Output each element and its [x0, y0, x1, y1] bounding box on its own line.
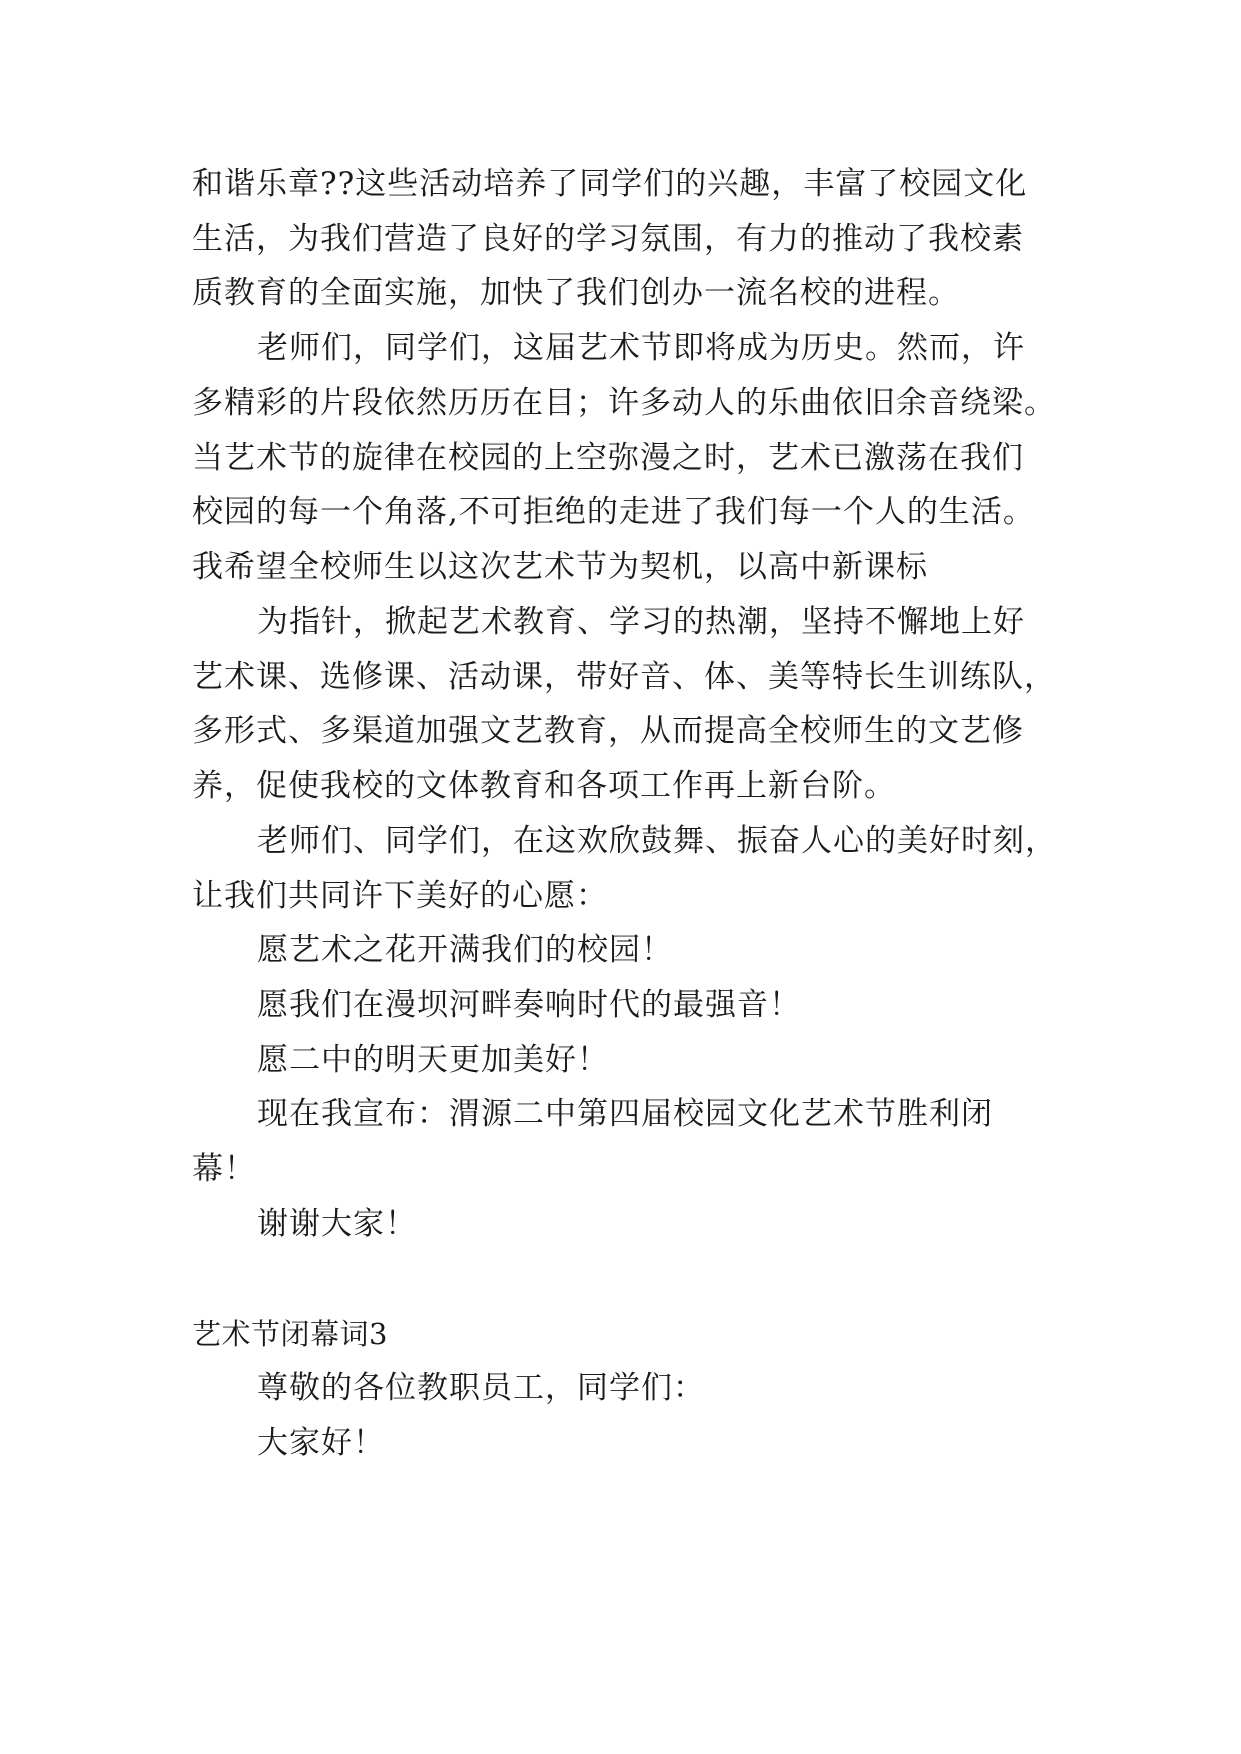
body-line: 校园的每一个角落,不可拒绝的走进了我们每一个人的生活。 — [192, 494, 1035, 530]
announcement-line: 现在我宣布：渭源二中第四届校园文化艺术节胜利闭 — [257, 1096, 993, 1132]
body-line: 我希望全校师生以这次艺术节为契机，以高中新课标 — [192, 549, 928, 585]
body-line: 当艺术节的旋律在校园的上空弥漫之时，艺术已激荡在我们 — [192, 440, 1024, 476]
closing-line: 谢谢大家！ — [257, 1206, 417, 1242]
salutation-line: 尊敬的各位教职员工，同学们： — [257, 1370, 705, 1406]
body-line: 生活，为我们营造了良好的学习氛围，有力的推动了我校素 — [192, 221, 1024, 257]
paragraph-start-line: 为指针，掀起艺术教育、学习的热潮，坚持不懈地上好 — [257, 604, 1025, 640]
wish-line: 愿我们在漫坝河畔奏响时代的最强音！ — [257, 987, 801, 1023]
greeting-line: 大家好！ — [257, 1425, 385, 1461]
section-title: 艺术节闭幕词3 — [192, 1317, 388, 1351]
paragraph-start-line: 老师们、同学们，在这欢欣鼓舞、振奋人心的美好时刻， — [257, 823, 1057, 859]
body-line: 质教育的全面实施，加快了我们创办一流名校的进程。 — [192, 275, 960, 311]
body-line: 让我们共同许下美好的心愿： — [192, 878, 608, 914]
body-line: 艺术课、选修课、活动课，带好音、体、美等特长生训练队， — [192, 659, 1056, 695]
body-line: 养，促使我校的文体教育和各项工作再上新台阶。 — [192, 768, 896, 804]
body-line: 幕！ — [192, 1151, 256, 1187]
wish-line: 愿艺术之花开满我们的校园！ — [257, 932, 673, 968]
body-line: 多形式、多渠道加强文艺教育，从而提高全校师生的文艺修 — [192, 713, 1024, 749]
body-line: 多精彩的片段依然历历在目；许多动人的乐曲依旧余音绕梁。 — [192, 385, 1056, 421]
paragraph-start-line: 老师们，同学们，这届艺术节即将成为历史。然而，许 — [257, 330, 1025, 366]
wish-line: 愿二中的明天更加美好！ — [257, 1042, 609, 1078]
body-line: 和谐乐章??这些活动培养了同学们的兴趣，丰富了校园文化 — [192, 166, 1028, 202]
